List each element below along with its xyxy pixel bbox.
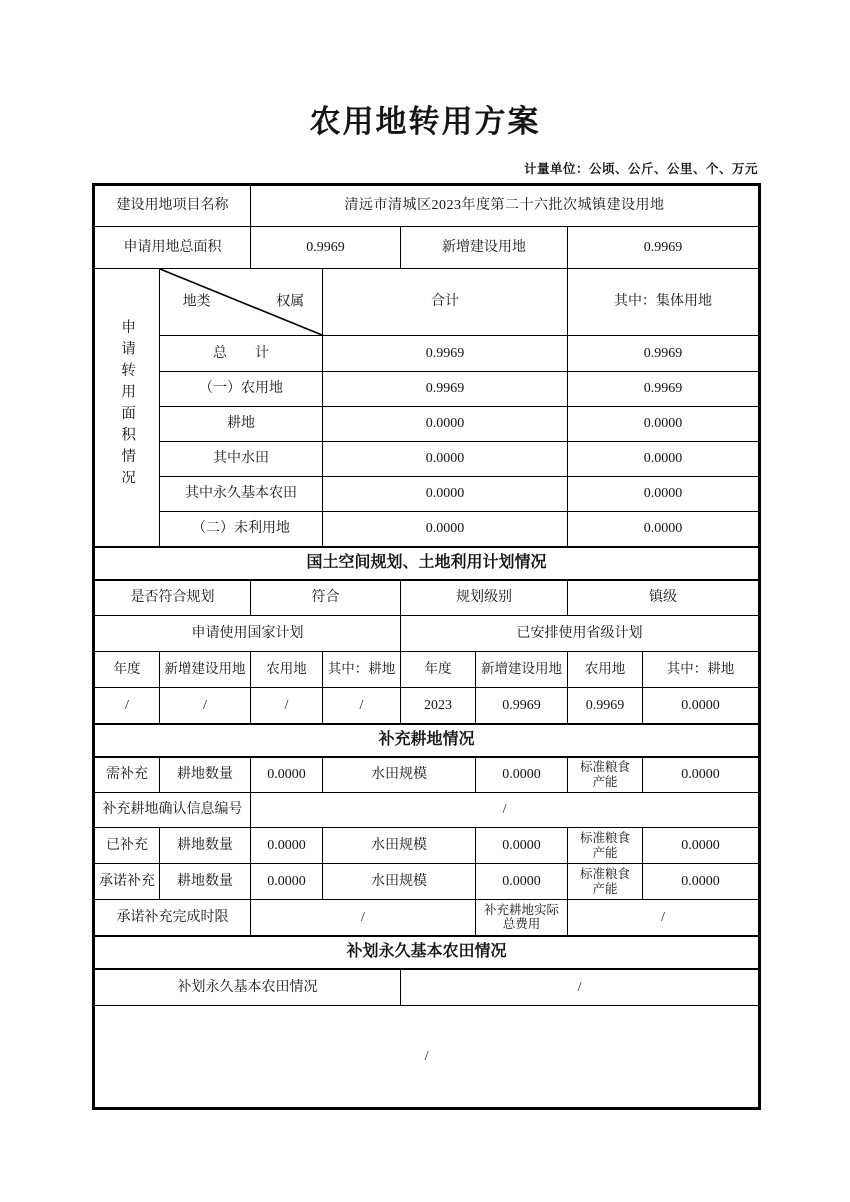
- transfer-row-cultivated: [94, 407, 760, 442]
- supplement-row-label: 承诺补充: [94, 864, 160, 900]
- transfer-row-permanent-farmland: [94, 477, 760, 512]
- provincial-agri-header: 农用地: [568, 652, 643, 688]
- column-header-total: 合计: [323, 269, 568, 336]
- provincial-year-value: 2023: [401, 688, 476, 724]
- plan-columns-header-row: [94, 652, 760, 688]
- total-value: 0.0000: [323, 407, 568, 442]
- grain-capacity-value: 0.0000: [643, 864, 760, 900]
- row-label: 其中永久基本农田: [160, 477, 323, 512]
- row-label: 总 计: [160, 336, 323, 372]
- transfer-header-row: [94, 269, 760, 336]
- confirm-number-value: /: [251, 793, 760, 828]
- supplement-section-header: 补充耕地情况: [94, 724, 760, 757]
- basic-farmland-value: /: [401, 969, 760, 1006]
- row-label: 其中水田: [160, 442, 323, 477]
- planning-section-header: 国土空间规划、土地利用计划情况: [94, 547, 760, 580]
- actual-cost-label-line2: 总费用: [502, 917, 541, 932]
- project-name-row: [94, 185, 760, 227]
- paddy-scale-label: 水田规模: [323, 864, 476, 900]
- planning-level-label: 规划级别: [401, 580, 568, 616]
- supplement-section-header-row: [94, 724, 760, 757]
- grain-capacity-value: 0.0000: [643, 757, 760, 793]
- cultivated-qty-value: 0.0000: [251, 757, 323, 793]
- grain-capacity-label-line1: 标准粮食: [579, 867, 630, 882]
- new-construction-land-value: 0.9969: [568, 227, 760, 269]
- planning-conformity-row: [94, 580, 760, 616]
- grain-capacity-label-line2: 产能: [592, 774, 618, 789]
- supplement-deadline-row: [94, 900, 760, 936]
- provincial-new-land-header: 新增建设用地: [476, 652, 568, 688]
- new-construction-land-label: 新增建设用地: [401, 227, 568, 269]
- supplement-row-label: 需补充: [94, 757, 160, 793]
- collective-value: 0.0000: [568, 407, 760, 442]
- actual-cost-label: [476, 900, 568, 936]
- column-header-collective: 其中：集体用地: [568, 269, 760, 336]
- national-agri-header: 农用地: [251, 652, 323, 688]
- cultivated-qty-label: 耕地数量: [160, 757, 251, 793]
- national-year-value: /: [94, 688, 160, 724]
- paddy-scale-value: 0.0000: [476, 828, 568, 864]
- supplement-row-label: 已补充: [94, 828, 160, 864]
- supplement-promised-row: [94, 864, 760, 900]
- transfer-row-unused: [94, 512, 760, 547]
- diagonal-header-cell: [160, 269, 323, 336]
- collective-value: 0.0000: [568, 442, 760, 477]
- total-value: 0.9969: [323, 372, 568, 407]
- national-plan-header: 申请使用国家计划: [94, 616, 401, 652]
- transfer-row-grand-total: [94, 336, 760, 372]
- applied-area-row: [94, 227, 760, 269]
- paddy-scale-value: 0.0000: [476, 864, 568, 900]
- plan-group-header-row: [94, 616, 760, 652]
- cultivated-qty-value: 0.0000: [251, 828, 323, 864]
- national-new-land-header: 新增建设用地: [160, 652, 251, 688]
- transfer-section-side-label: 申请转用面积情况: [119, 318, 136, 491]
- measure-unit-note: 计量单位：公顷、公斤、公里、个、万元: [523, 162, 758, 176]
- plan-values-row: [94, 688, 760, 724]
- national-cultivated-header: 其中：耕地: [323, 652, 401, 688]
- supplement-done-row: [94, 828, 760, 864]
- planning-section-header-row: [94, 547, 760, 580]
- deadline-label: 承诺补充完成时限: [94, 900, 251, 936]
- provincial-plan-header: 已安排使用省级计划: [401, 616, 760, 652]
- collective-value: 0.9969: [568, 336, 760, 372]
- transfer-row-agricultural: [94, 372, 760, 407]
- basic-farmland-label: 补划永久基本农田情况: [94, 969, 401, 1006]
- national-agri-value: /: [251, 688, 323, 724]
- provincial-year-header: 年度: [401, 652, 476, 688]
- row-label: （二）未利用地: [160, 512, 323, 547]
- basic-farmland-section-header-row: [94, 936, 760, 969]
- provincial-new-land-value: 0.9969: [476, 688, 568, 724]
- paddy-scale-label: 水田规模: [323, 757, 476, 793]
- grain-capacity-label-line1: 标准粮食: [579, 831, 630, 846]
- page-title: 农用地转用方案: [309, 104, 541, 139]
- total-value: 0.9969: [323, 336, 568, 372]
- national-year-header: 年度: [94, 652, 160, 688]
- deadline-value: /: [251, 900, 476, 936]
- row-label: 耕地: [160, 407, 323, 442]
- total-value: 0.0000: [323, 477, 568, 512]
- diagonal-label-ownership: 权属: [276, 294, 305, 310]
- land-conversion-form-table: [92, 183, 761, 1110]
- actual-cost-label-line1: 补充耕地实际: [483, 902, 559, 917]
- remark-value: /: [94, 1006, 760, 1109]
- planning-level-value: 镇级: [568, 580, 760, 616]
- cultivated-qty-value: 0.0000: [251, 864, 323, 900]
- transfer-row-paddy: [94, 442, 760, 477]
- confirm-number-label: 补充耕地确认信息编号: [94, 793, 251, 828]
- collective-value: 0.0000: [568, 477, 760, 512]
- cultivated-qty-label: 耕地数量: [160, 828, 251, 864]
- total-value: 0.0000: [323, 442, 568, 477]
- collective-value: 0.9969: [568, 372, 760, 407]
- cultivated-qty-label: 耕地数量: [160, 864, 251, 900]
- grain-capacity-label-line2: 产能: [592, 845, 618, 860]
- basic-farmland-section-header: 补划永久基本农田情况: [94, 936, 760, 969]
- conformity-label: 是否符合规划: [94, 580, 251, 616]
- grain-capacity-label-line1: 标准粮食: [579, 760, 630, 775]
- provincial-cultivated-header: 其中：耕地: [643, 652, 760, 688]
- project-name-value: 清远市清城区2023年度第二十六批次城镇建设用地: [251, 185, 760, 227]
- applied-area-label: 申请用地总面积: [94, 227, 251, 269]
- total-value: 0.0000: [323, 512, 568, 547]
- paddy-scale-value: 0.0000: [476, 757, 568, 793]
- grain-capacity-label: [568, 828, 643, 864]
- transfer-section-side-label-cell: [94, 269, 160, 547]
- collective-value: 0.0000: [568, 512, 760, 547]
- provincial-agri-value: 0.9969: [568, 688, 643, 724]
- national-new-land-value: /: [160, 688, 251, 724]
- row-label: （一）农用地: [160, 372, 323, 407]
- diagonal-label-land-type: 地类: [182, 294, 211, 310]
- project-name-label: 建设用地项目名称: [94, 185, 251, 227]
- grain-capacity-label: [568, 757, 643, 793]
- supplement-needed-row: [94, 757, 760, 793]
- conformity-value: 符合: [251, 580, 401, 616]
- grain-capacity-value: 0.0000: [643, 828, 760, 864]
- grain-capacity-label: [568, 864, 643, 900]
- paddy-scale-label: 水田规模: [323, 828, 476, 864]
- provincial-cultivated-value: 0.0000: [643, 688, 760, 724]
- form-sheet: [92, 104, 758, 1110]
- supplement-confirm-row: [94, 793, 760, 828]
- applied-area-value: 0.9969: [251, 227, 401, 269]
- actual-cost-value: /: [568, 900, 760, 936]
- remark-row: [94, 1006, 760, 1109]
- grain-capacity-label-line2: 产能: [592, 881, 618, 896]
- basic-farmland-row: [94, 969, 760, 1006]
- national-cultivated-value: /: [323, 688, 401, 724]
